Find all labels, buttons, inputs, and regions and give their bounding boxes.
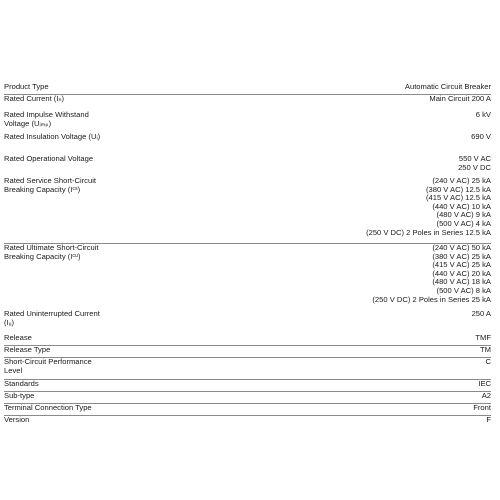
spec-row-product-type: [4, 83, 491, 95]
spec-value: [472, 310, 491, 319]
spec-value-line: IEC: [478, 379, 491, 388]
spec-row-service-breaking-capacity: [4, 177, 491, 244]
spec-label: Rated Service Short-Circuit Breaking Capacity (Iᶜˢ): [4, 176, 97, 194]
spec-value: [471, 133, 491, 142]
spec-label: Terminal Connection Type: [4, 403, 92, 412]
spec-value-line: TMF: [475, 333, 491, 342]
spec-value: [486, 416, 491, 425]
spec-value-line: (480 V AC) 18 kA: [432, 277, 491, 287]
spec-value-line: (380 V AC) 25 kA: [432, 251, 491, 261]
spec-label: Rated Ultimate Short-Circuit Breaking Capacity (Iᶜᵘ): [4, 243, 99, 261]
spec-row-standards: [4, 380, 491, 392]
spec-value: [405, 83, 491, 92]
spec-label: Standards: [4, 379, 39, 388]
spec-row-terminal-connection: [4, 404, 491, 416]
spec-row-release: [4, 334, 491, 346]
spec-value-line: 250 A: [471, 309, 491, 318]
spec-value-line: 690 V: [471, 132, 491, 141]
spec-value-line: (480 V AC) 9 kA: [436, 210, 491, 220]
spec-value: [372, 244, 491, 304]
spec-label: Version: [4, 415, 30, 424]
spec-value: [458, 155, 491, 172]
spec-row-version: [4, 416, 491, 427]
spec-value: [473, 404, 491, 413]
spec-label: Rated Impulse Withstand Voltage (Uᵢₘₚ): [4, 110, 89, 128]
spec-value: [476, 111, 491, 120]
spec-row-insulation-voltage: [4, 133, 491, 155]
spec-row-uninterrupted-current: [4, 310, 491, 334]
spec-value: [429, 95, 491, 104]
spec-value: [486, 358, 491, 367]
spec-value-line: (415 V AC) 25 kA: [432, 260, 491, 270]
spec-value-line: (500 V AC) 8 kA: [436, 285, 491, 295]
spec-label: Release Type: [4, 345, 51, 354]
spec-value-line: (250 V DC) 2 Poles in Series 12.5 kA: [366, 227, 491, 237]
spec-label: Sub-type: [4, 391, 35, 400]
spec-row-rated-current: [4, 95, 491, 111]
spec-value-line: A2: [481, 391, 491, 400]
spec-value: [366, 177, 491, 237]
spec-value-line: (240 V AC) 50 kA: [432, 243, 491, 252]
spec-value-line: (440 V AC) 20 kA: [432, 268, 491, 278]
spec-value-line: Main Circuit 200 A: [429, 94, 491, 103]
spec-label: Rated Uninterrupted Current (Iᵤ): [4, 309, 100, 327]
spec-value-line: (250 V DC) 2 Poles in Series 25 kA: [372, 294, 491, 304]
spec-value-line: TM: [480, 345, 491, 354]
spec-value-line: 250 V DC: [458, 162, 491, 172]
spec-value-line: (500 V AC) 4 kA: [436, 218, 491, 228]
spec-row-short-circuit-performance: [4, 358, 491, 380]
spec-label: Rated Current (Iₙ): [4, 94, 64, 103]
spec-value: [475, 334, 491, 343]
spec-value-line: 6 kV: [475, 110, 491, 119]
spec-label: Rated Operational Voltage: [4, 154, 94, 163]
spec-value-line: Front: [473, 403, 491, 412]
spec-label: Release: [4, 333, 32, 342]
spec-value-line: (380 V AC) 12.5 kA: [425, 184, 491, 194]
spec-value: [478, 380, 491, 389]
spec-value-line: (415 V AC) 12.5 kA: [425, 193, 491, 203]
spec-value-line: (240 V AC) 25 kA: [432, 176, 491, 185]
spec-label: Product Type: [4, 82, 49, 91]
spec-value-line: (440 V AC) 10 kA: [432, 201, 491, 211]
spec-table: [4, 83, 491, 427]
spec-value: [482, 392, 491, 401]
spec-row-impulse-voltage: [4, 111, 491, 133]
spec-value-line: F: [486, 415, 491, 424]
spec-label: Rated Insulation Voltage (Uᵢ): [4, 132, 101, 141]
spec-value-line: C: [485, 357, 491, 366]
spec-value-line: Automatic Circuit Breaker: [404, 82, 491, 91]
spec-value: [480, 346, 491, 355]
spec-value-line: 550 V AC: [458, 154, 491, 163]
spec-row-ultimate-breaking-capacity: [4, 244, 491, 310]
spec-row-operational-voltage: [4, 155, 491, 177]
spec-label: Short-Circuit Performance Level: [4, 357, 92, 375]
